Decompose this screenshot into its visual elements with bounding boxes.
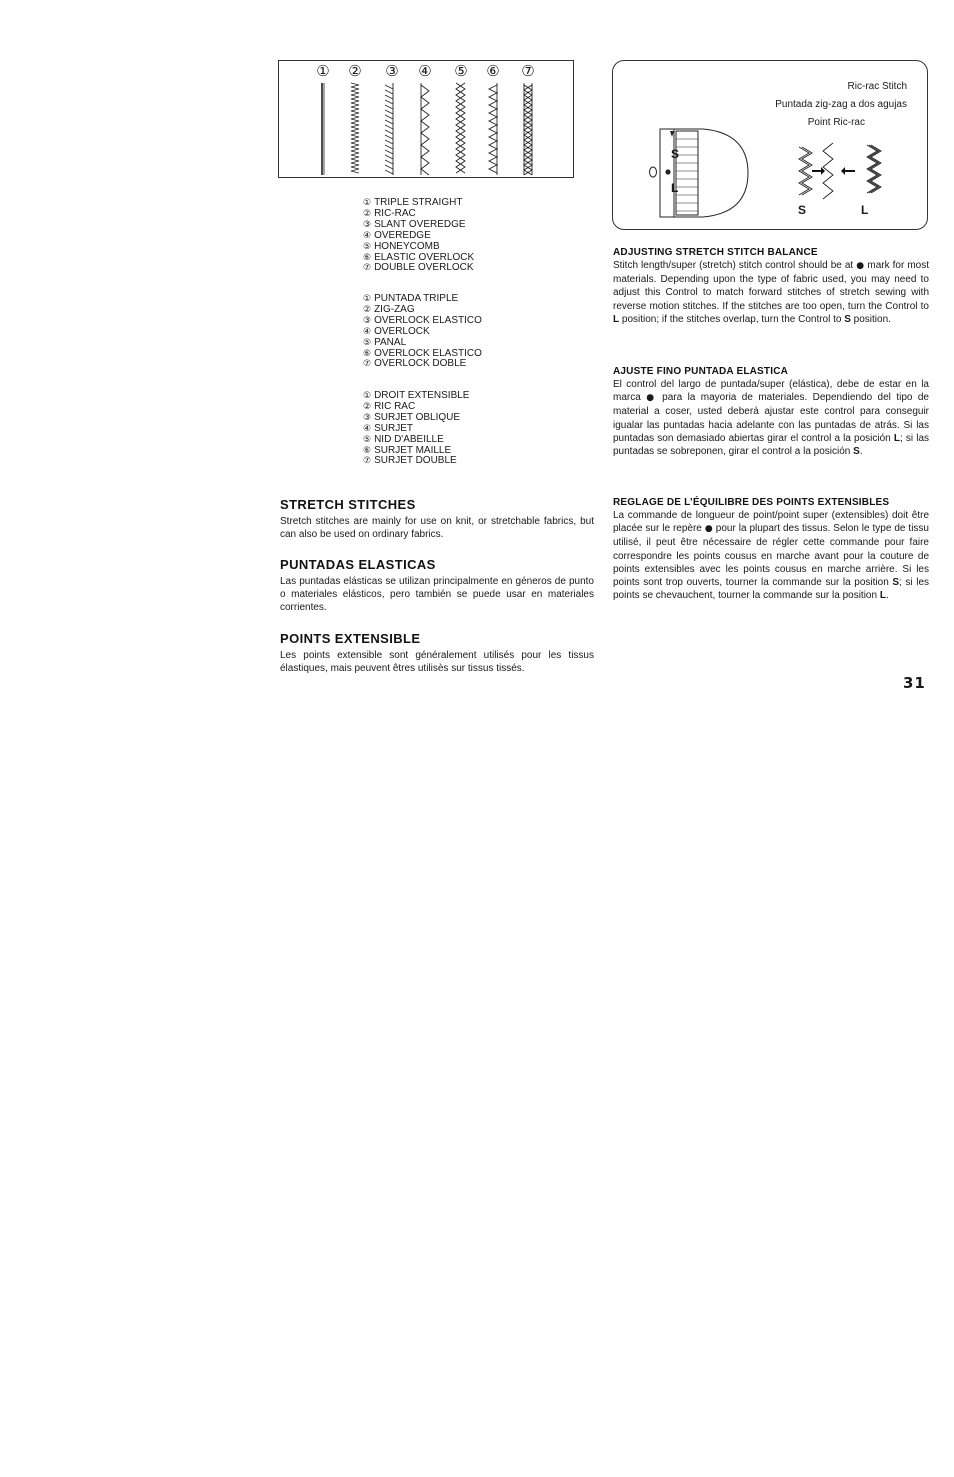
list-item: ④ OVEREDGE — [363, 229, 431, 241]
sample-label-l: L — [861, 203, 869, 217]
list-item: ⑤ HONEYCOMB — [363, 240, 440, 252]
ricrac-caption-fr: Point Ric-rac — [807, 117, 865, 128]
section-title: ADJUSTING STRETCH STITCH BALANCE — [613, 247, 818, 258]
list-item: ⑥ OVERLOCK ELASTICO — [363, 347, 482, 359]
section-ajuste-fino — [613, 366, 929, 458]
dot-mark-icon: ● — [856, 261, 865, 271]
section-body: Las puntadas elásticas se utilizan principalmente en géneros de punto o materiales elásticos, pero también se puede usar en materiales corrientes. — [280, 576, 594, 614]
list-item: ⑥ SURJET MAILLE — [363, 444, 452, 456]
list-item: ⑦ SURJET DOUBLE — [363, 455, 457, 467]
dial-label-l: L — [671, 181, 679, 195]
stitch-samples-figure — [278, 60, 574, 178]
section-title: AJUSTE FINO PUNTADA ELASTICA — [613, 366, 789, 377]
list-item: ① PUNTADA TRIPLE — [363, 293, 459, 304]
section-title: STRETCH STITCHES — [280, 497, 416, 512]
list-item: ⑤ NID D'ABEILLE — [363, 433, 444, 445]
list-item: ⑤ PANAL — [363, 336, 407, 348]
page-number: 31 — [903, 674, 926, 692]
list-item: ③ OVERLOCK ELASTICO — [363, 314, 482, 326]
stitch-number: ③ — [385, 62, 399, 80]
section-adjusting-balance — [613, 247, 929, 326]
section-body: El control del largo de puntada/super (elástica), debe de estar en la marca ● para la mayoria de materiales. Dependiendo del tipo de material a coser, usted deberá ajustar este control para conseguir igualar las puntadas hacia adelante con las puntadas de atrás. Si las puntadas son demasiado abiertas girar el control a la posición L; si las puntadas se sobreponen, girar el control a la posición S. — [613, 379, 930, 458]
section-stretch-stitches — [280, 497, 594, 541]
list-item: ① DROIT EXTENSIBLE — [363, 390, 470, 401]
section-title: REGLAGE DE L’ÉQUILIBRE DES POINTS EXTENSIBLES — [613, 497, 890, 508]
stitch-number: ① — [316, 62, 330, 80]
dot-mark-icon: ● — [704, 524, 713, 535]
section-title: PUNTADAS ELASTICAS — [280, 557, 436, 572]
section-body: La commande de longueur de point/point super (extensibles) doit être placée sur le repère ● pour la plupart des tissus. Selon le type de tissu utilisé, il peut être nécessaire de régler cette commande pour faire correspondre les points cousus en marche avant pour la couture de points extensibles avec les points cousus en marche arrière. Si les points sont trop ouverts, tourner la commande sur la position S; si les points se chevauchent, tourner la commande sur la position L. — [613, 510, 930, 602]
list-item: ④ OVERLOCK — [363, 325, 430, 337]
list-item: ⑦ DOUBLE OVERLOCK — [363, 262, 474, 274]
stitch-names-spanish — [363, 294, 482, 370]
list-item: ④ SURJET — [363, 422, 413, 434]
list-item: ③ SLANT OVEREDGE — [363, 218, 466, 230]
section-body: Les points extensible sont généralement utilisés pour les tissus élastiques, mais peuvent êtres utilisès sur tissus tissés. — [280, 650, 594, 675]
stitch-number: ④ — [418, 62, 432, 80]
list-item: ② RIC-RAC — [363, 207, 416, 219]
ricrac-caption-en: Ric-rac Stitch — [847, 81, 907, 92]
list-item: ② ZIG-ZAG — [363, 303, 415, 315]
list-item: ⑦ OVERLOCK DOBLE — [363, 358, 467, 370]
ricrac-caption-es: Puntada zig-zag a dos agujas — [775, 99, 907, 110]
stitch-number: ② — [348, 62, 362, 80]
ricrac-stitch-panel — [612, 60, 928, 230]
list-item: ② RIC RAC — [363, 400, 416, 412]
list-item: ⑥ ELASTIC OVERLOCK — [363, 251, 475, 263]
stitch-patterns-illustration — [279, 61, 575, 179]
list-item: ① TRIPLE STRAIGHT — [363, 197, 463, 208]
sample-label-s: S — [798, 203, 807, 217]
section-title: POINTS EXTENSIBLE — [280, 631, 421, 646]
stitch-number: ⑦ — [521, 62, 535, 80]
stitch-names-french — [363, 391, 469, 467]
stitch-length-dial-icon — [613, 61, 929, 231]
stitch-number: ⑤ — [454, 62, 468, 80]
section-body: Stretch stitches are mainly for use on knit, or stretchable fabrics, but can also be used on ordinary fabrics. — [280, 516, 594, 541]
list-item: ③ SURJET OBLIQUE — [363, 411, 461, 423]
section-body: Stitch length/super (stretch) stitch control should be at ● mark for most materials. Depending upon the type of fabric used, you may need to adjust this Control to match forward stitches of stretch sewing with reverse motion stitches. If the stitches are too open, turn the Control to L position; if the stitches overlap, turn the Control to S position. — [613, 260, 929, 325]
dial-label-s: S — [671, 147, 680, 161]
stitch-number: ⑥ — [486, 62, 500, 80]
dot-mark-icon: ● — [646, 393, 657, 404]
section-points-extensible — [280, 631, 594, 675]
stitch-names-english — [363, 198, 474, 274]
section-reglage — [613, 497, 929, 602]
section-puntadas-elasticas — [280, 557, 594, 615]
